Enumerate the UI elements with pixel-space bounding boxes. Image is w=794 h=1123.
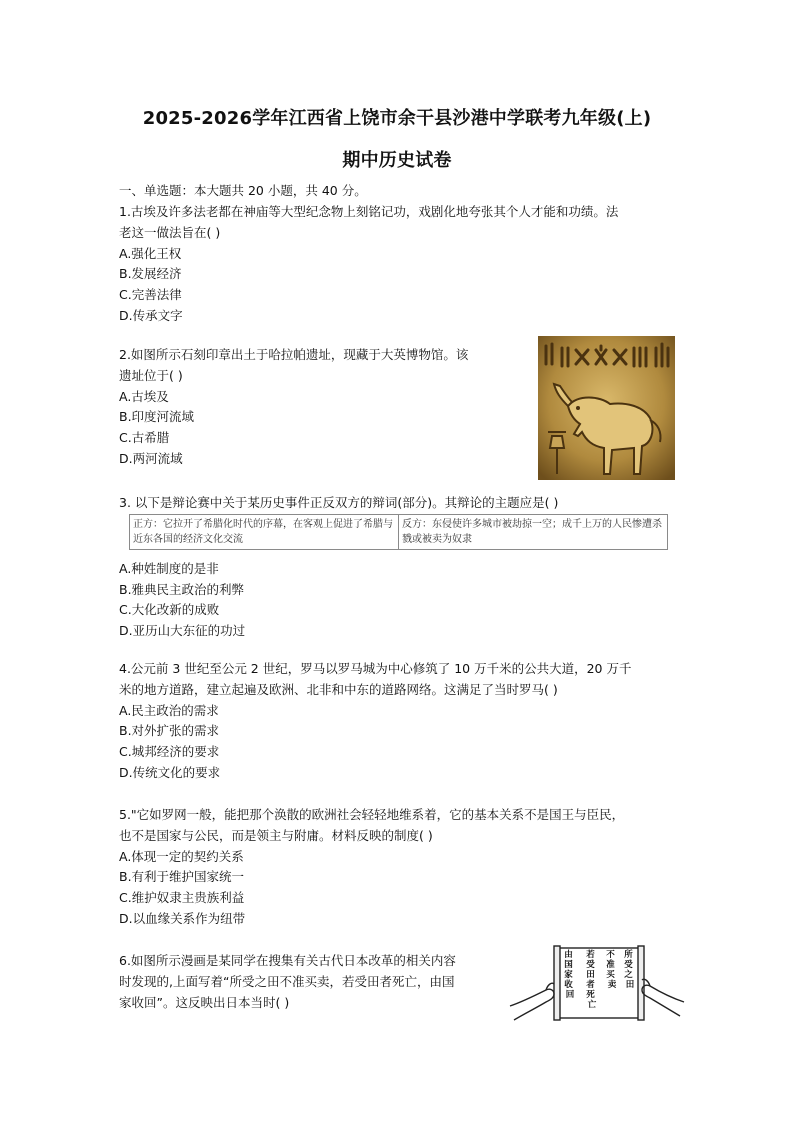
question-stem-line: 老这一做法旨在( ) <box>119 224 221 240</box>
question-1 <box>119 202 679 327</box>
option-c[interactable]: C.古希腊 <box>119 430 170 446</box>
debate-con: 反方：东侵使许多城市被劫掠一空；成千上万的人民惨遭杀戮或被卖为奴隶 <box>398 515 667 549</box>
option-a[interactable]: A.体现一定的契约关系 <box>119 848 244 864</box>
option-d[interactable]: D.两河流域 <box>119 450 183 466</box>
exam-title-line1: 2025-2026学年江西省上饶市余干县沙港中学联考九年级(上) <box>142 108 652 129</box>
svg-text:由 国 家: 由 国 家 收 回 <box>564 950 575 1000</box>
option-c[interactable]: C.城邦经济的要求 <box>119 744 220 760</box>
option-b[interactable]: B.印度河流域 <box>119 409 195 425</box>
question-stem-line: 3. 以下是辩论赛中关于某历史事件正反双方的辩词(部分)。其辩论的主题应是( ) <box>119 495 559 510</box>
question-stem-line: 2.如图所示石刻印章出土于哈拉帕遗址，现藏于大英博物馆。该 <box>119 347 469 362</box>
option-d[interactable]: D.亚历山大东征的功过 <box>119 623 246 639</box>
svg-text:若 受 田: 若 受 田 者 死 亡 <box>586 950 597 1010</box>
option-d[interactable]: D.传统文化的要求 <box>119 764 221 780</box>
question-2 <box>119 345 529 470</box>
option-b[interactable]: B.发展经济 <box>119 266 182 282</box>
option-a[interactable]: A.强化王权 <box>119 245 182 261</box>
comic-col-1-char: 所 <box>624 950 633 960</box>
option-b[interactable]: B.对外扩张的需求 <box>119 723 220 739</box>
scroll-comic-image <box>508 944 686 1028</box>
question-stem-line: 1.古埃及许多法老都在神庙等大型纪念物上刻铭记功，戏剧化地夸张其个人才能和功绩。法 <box>119 204 619 219</box>
question-stem-line: 时发现的,上面写着“所受之田不准买卖，若受田者死亡，由国 <box>119 973 455 989</box>
option-b[interactable]: B.雅典民主政治的利弊 <box>119 581 245 597</box>
option-a[interactable]: A.古埃及 <box>119 388 169 404</box>
option-a[interactable]: A.种姓制度的是非 <box>119 560 219 576</box>
option-a[interactable]: A.民主政治的需求 <box>119 702 219 718</box>
question-stem-line: 5."它如罗网一般，能把那个涣散的欧洲社会轻轻地维系着，它的基本关系不是国王与臣民， <box>119 807 625 822</box>
question-5 <box>119 805 679 930</box>
question-stem-line: 也不是国家与公民，而是领主与附庸。材料反映的制度( ) <box>119 827 433 843</box>
question-stem-line: 米的地方道路，建立起遍及欧洲、北非和中东的道路网络。这满足了当时罗马( ) <box>119 681 558 697</box>
question-4 <box>119 659 679 784</box>
question-stem-line: 遗址位于( ) <box>119 367 183 383</box>
svg-text:所 受 之: 所 受 之 田 <box>624 950 635 990</box>
debate-pro: 正方：它拉开了希腊化时代的序幕，在客观上促进了希腊与近东各国的经济文化交流 <box>133 519 393 545</box>
section-heading: 一、单选题：本大题共 20 小题，共 40 分。 <box>119 183 367 198</box>
exam-title-line2: 期中历史试卷 <box>342 150 452 171</box>
option-c[interactable]: C.完善法律 <box>119 287 182 303</box>
question-stem-line: 家收回”。这反映出日本当时( ) <box>119 994 290 1010</box>
option-d[interactable]: D.传承文字 <box>119 307 183 323</box>
svg-text:不 准 买: 不 准 买 卖 <box>606 950 617 990</box>
option-c[interactable]: C.大化改新的成败 <box>119 602 220 618</box>
harappan-seal-image <box>538 336 675 480</box>
question-stem-line: 6.如图所示漫画是某同学在搜集有关古代日本改革的相关内容 <box>119 953 456 968</box>
question-6 <box>119 951 504 1013</box>
option-d[interactable]: D.以血缘关系作为纽带 <box>119 910 246 926</box>
question-stem-line: 4.公元前 3 世纪至公元 2 世纪，罗马以罗马城为中心修筑了 10 万千米的公共大道，20 万千 <box>119 661 632 676</box>
option-c[interactable]: C.维护奴隶主贵族利益 <box>119 890 245 906</box>
debate-table <box>129 514 668 550</box>
option-b[interactable]: B.有利于维护国家统一 <box>119 869 245 885</box>
